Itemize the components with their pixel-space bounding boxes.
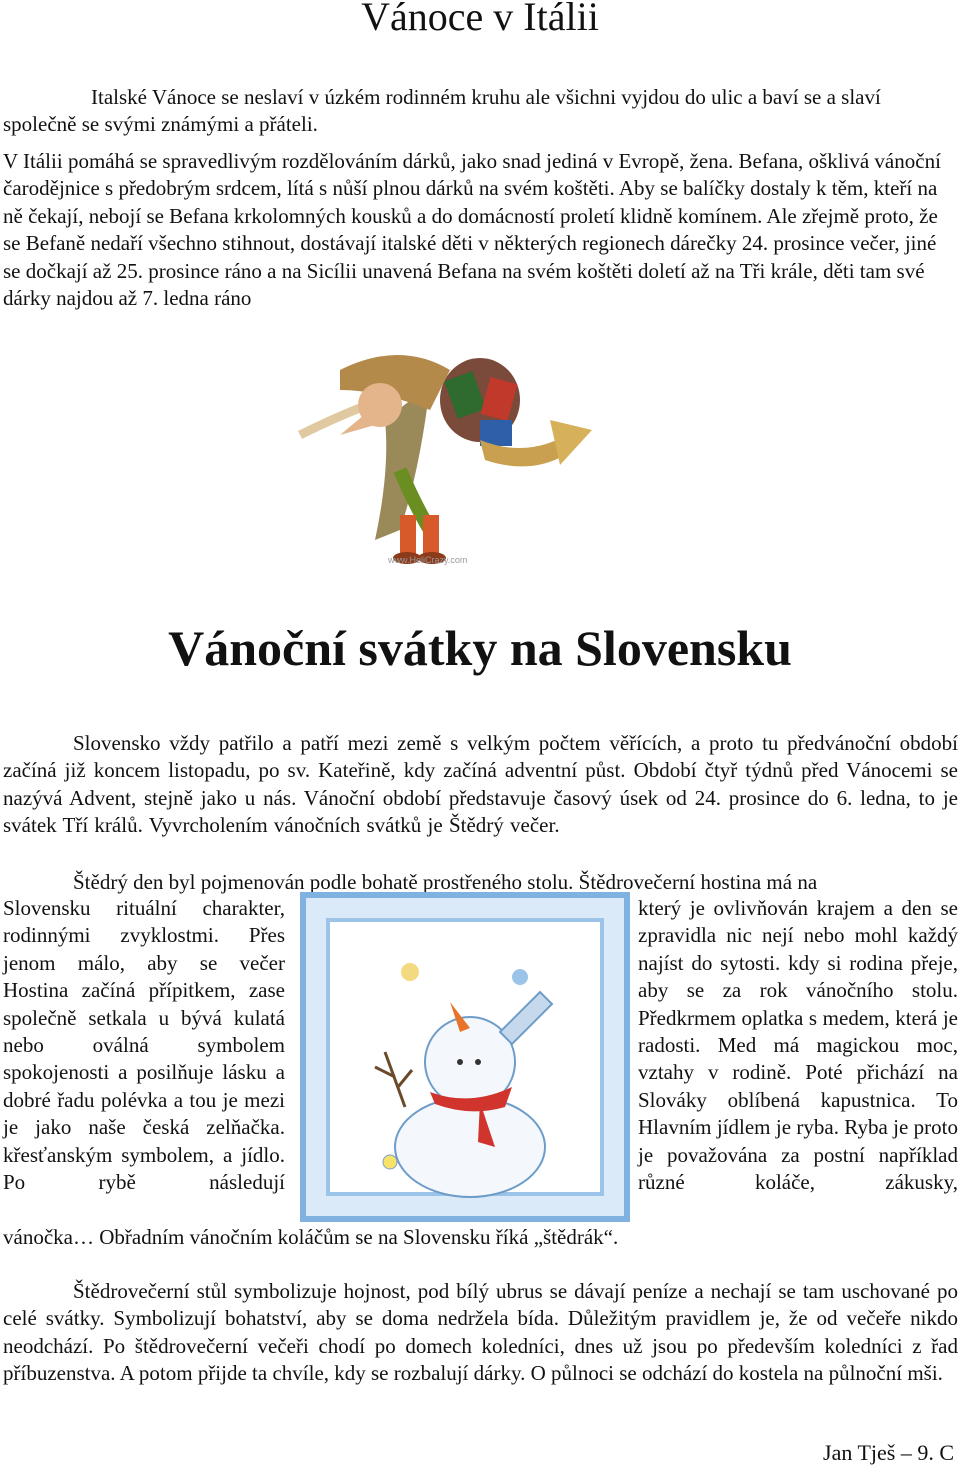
paragraph-stedrak-line: vánočka… Obřadním vánočním koláčům se na Slovensku říká „štědrák“.	[3, 1225, 619, 1249]
paragraph-slovakia-advent: Slovensko vždy patřilo a patří mezi země s velkým počtem věřících, a proto tu předvánoční období začíná již koncem listopadu, po sv. Kateřině, kdy začíná adventní půst. Období čtyř týdnů před Vánocemi se nazývá Advent, stejně jako u nás. Vánoční období představuje časový úsek od 24. prosince do 6. ledna, to je svátek Tří králů. Vyvrcholením vánočních svátků je Štědrý večer.	[3, 731, 958, 838]
snowman-picture	[300, 892, 630, 1222]
paragraph-stedry-den-intro: Štědrý den byl pojmenován podle bohatě prostřeného stolu. Štědrovečerní hostina má na	[73, 870, 818, 894]
paragraph-befana: V Itálii pomáhá se spravedlivým rozdělováním dárků, jako snad jediná v Evropě, žena. Befana, ošklivá vánoční čarodějnice s předobrým srdcem, lítá s nůší plnou dárků na svém koštěti. Aby se balíčky dostaly k těm, kteří na ně čekají, nebojí se Befana krkolomných kousků a do domácností proletí klidně komínem. Ale zřejmě proto, že se Befaně nedaří všechno stihnout, dostávají italské děti v některých regionech dárečky 24. prosince večer, jiné se dočkají až 25. prosince ráno a na Sicílii unavená Befana na svém koštěti doletí až na Tři krále, děti tam své dárky najdou až 7. ledna ráno	[3, 149, 941, 311]
author-signature: Jan Tješ – 9. C	[823, 1440, 954, 1465]
paragraph-italy-intro: Italské Vánoce se neslaví v úzkém rodinném kruhu ale všichni vyjdou do ulic a baví se a slaví společně se svými známými a přáteli.	[3, 85, 881, 137]
heading-italy: Vánoce v Itálii	[361, 0, 599, 39]
image-caption: www.HeliCrazy.com	[388, 555, 468, 565]
paragraph-left-column: Slovensku rituální charakter, rodinnými zvyklostmi. Přes jenom málo, aby se večer Hostina začíná přípitkem, zase společně setkala u bývá kulatá nebo oválná symbolem spokojenosti a posilňuje lásku a dobré řadu polévka a tou je mezi je jako naše česká zelňačka. křesťanským symbolem, a jídlo. Po rybě následují	[3, 896, 285, 1195]
paragraph-table-customs: Štědrovečerní stůl symbolizuje hojnost, pod bílý ubrus se dávají peníze a nechají se tam uschované po celé svátky. Symbolizují bohatství, aby se doma nedržela bída. Důležitým pravidlem je, že od večeře nikdo neodchází. Po štědrovečerní večeři chodí po domech koledníci, dnes už jsou po především koledníci z řad příbuzenstva. A potom přijde ta chvíle, kdy se rozbalují dárky. O půlnoci se odchází do kostela na půlnoční mši.	[3, 1279, 958, 1386]
paragraph-right-column: který je ovlivňován krajem a den se zpravidla nic nejí nebo mohl každý najíst do sytosti. kdy si rodina přeje, aby se za rok vánočního stolu. Předkrmem oplatka s medem, která je radosti. Med má magickou moc, vztahy v rodině. Poté přichází na Slováky oblíbená kapustnica. To Hlavním jídlem je ryba. Ryba je proto je považována za postní například různé koláče, zákusky,	[638, 896, 958, 1195]
befana-witch-illustration	[280, 330, 600, 580]
heading-slovakia: Vánoční svátky na Slovensku	[168, 620, 792, 676]
